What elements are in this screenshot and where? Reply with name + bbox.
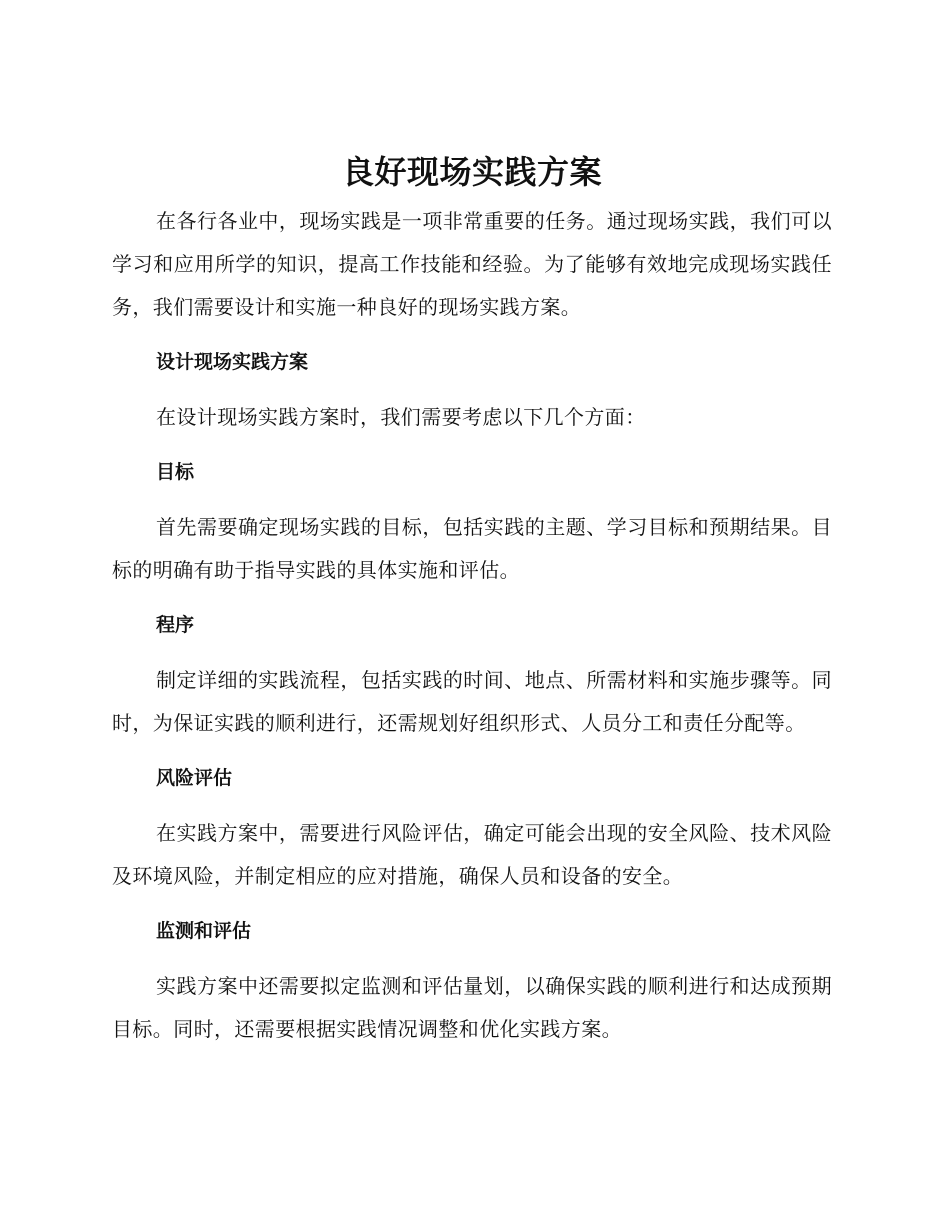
design-intro-paragraph: 在设计现场实践方案时，我们需要考虑以下几个方面：: [156, 405, 646, 429]
section-body-procedure: 制定详细的实践流程，包括实践的时间、地点、所需材料和实施步骤等。同时，为保证实践的顺利进行，还需规划好组织形式、人员分工和责任分配等。: [112, 668, 832, 735]
section-heading-monitoring: 监测和评估: [156, 920, 252, 942]
section-heading-procedure: 程序: [156, 614, 195, 636]
section-body-monitoring: 实践方案中还需要拟定监测和评估量划，以确保实践的顺利进行和达成预期目标。同时，还需要根据实践情况调整和优化实践方案。: [112, 974, 832, 1041]
section-heading-risk: 风险评估: [156, 767, 233, 789]
intro-paragraph: 在各行各业中，现场实践是一项非常重要的任务。通过现场实践，我们可以学习和应用所学的知识，提高工作技能和经验。为了能够有效地完成现场实践任务，我们需要设计和实施一种良好的现场实践方案。: [112, 209, 832, 319]
section-body-goal: 首先需要确定现场实践的目标，包括实践的主题、学习目标和预期结果。目标的明确有助于指导实践的具体实施和评估。: [112, 515, 832, 582]
document-content: [112, 148, 832, 1063]
document-title: 良好现场实践方案: [341, 153, 602, 191]
section-heading-goal: 目标: [156, 461, 195, 483]
design-heading: 设计现场实践方案: [156, 351, 309, 373]
section-body-risk: 在实践方案中，需要进行风险评估，确定可能会出现的安全风险、技术风险及环境风险，并制定相应的应对措施，确保人员和设备的安全。: [112, 821, 832, 888]
